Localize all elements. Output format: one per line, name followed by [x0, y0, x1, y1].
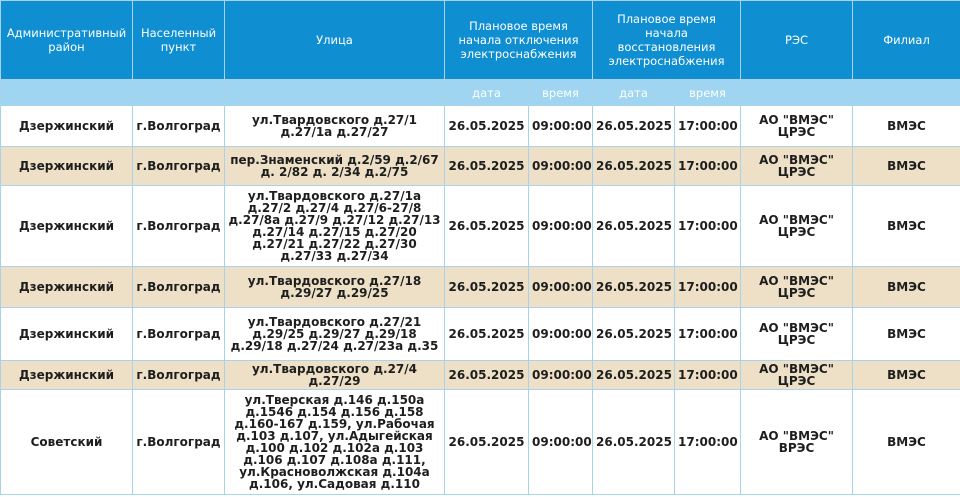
cell-branch: ВМЭС: [853, 147, 960, 186]
cell-branch: ВМЭС: [853, 308, 960, 361]
cell-on-time: 17:00:00: [675, 147, 741, 186]
cell-res: АО "ВМЭС" ЦРЭС: [741, 361, 853, 390]
table-row: [1, 186, 960, 267]
cell-on-date: 26.05.2025: [593, 186, 675, 267]
table-row: [1, 106, 960, 147]
subheader-row: [1, 80, 960, 106]
cell-off-time: 09:00:00: [529, 308, 593, 361]
subheader-on-time: время: [675, 80, 741, 106]
cell-off-time: 09:00:00: [529, 390, 593, 495]
subheader-empty: [133, 80, 225, 106]
cell-locality: г.Волгоград: [133, 361, 225, 390]
cell-off-date: 26.05.2025: [445, 186, 529, 267]
cell-off-date: 26.05.2025: [445, 267, 529, 308]
cell-off-date: 26.05.2025: [445, 390, 529, 495]
cell-on-date: 26.05.2025: [593, 361, 675, 390]
cell-district: Дзержинский: [1, 361, 133, 390]
cell-on-time: 17:00:00: [675, 308, 741, 361]
subheader-off-time: время: [529, 80, 593, 106]
cell-off-date: 26.05.2025: [445, 361, 529, 390]
cell-branch: ВМЭС: [853, 390, 960, 495]
cell-street: ул.Твардовского д.27/21 д.29/25 д.29/27 д.29/18 д.29/18 д.27/24 д.27/23а д.35: [225, 308, 445, 361]
subheader-off-date: дата: [445, 80, 529, 106]
cell-branch: ВМЭС: [853, 361, 960, 390]
table-row: [1, 147, 960, 186]
cell-district: Дзержинский: [1, 186, 133, 267]
cell-res: АО "ВМЭС" ЦРЭС: [741, 186, 853, 267]
cell-off-time: 09:00:00: [529, 186, 593, 267]
cell-res: АО "ВМЭС" ВРЭС: [741, 390, 853, 495]
cell-street: ул.Твардовского д.27/4 д.27/29: [225, 361, 445, 390]
cell-on-date: 26.05.2025: [593, 267, 675, 308]
cell-on-date: 26.05.2025: [593, 390, 675, 495]
cell-off-time: 09:00:00: [529, 106, 593, 147]
header-district: Административный район: [1, 1, 133, 80]
cell-locality: г.Волгоград: [133, 390, 225, 495]
cell-district: Дзержинский: [1, 267, 133, 308]
subheader-empty: [741, 80, 853, 106]
cell-on-time: 17:00:00: [675, 106, 741, 147]
cell-on-date: 26.05.2025: [593, 106, 675, 147]
cell-on-time: 17:00:00: [675, 361, 741, 390]
cell-locality: г.Волгоград: [133, 106, 225, 147]
cell-res: АО "ВМЭС" ЦРЭС: [741, 308, 853, 361]
header-planned-on: Плановое время начала восстановления электроснабжения: [593, 1, 741, 80]
cell-off-date: 26.05.2025: [445, 308, 529, 361]
header-planned-off: Плановое время начала отключения электроснабжения: [445, 1, 593, 80]
cell-res: АО "ВМЭС" ЦРЭС: [741, 106, 853, 147]
cell-off-time: 09:00:00: [529, 267, 593, 308]
cell-district: Дзержинский: [1, 106, 133, 147]
cell-branch: ВМЭС: [853, 106, 960, 147]
cell-on-time: 17:00:00: [675, 267, 741, 308]
subheader-empty: [225, 80, 445, 106]
table-row: [1, 267, 960, 308]
header-res: РЭС: [741, 1, 853, 80]
table-row: [1, 361, 960, 390]
cell-street: ул.Твардовского д.27/18 д.29/27 д.29/25: [225, 267, 445, 308]
cell-branch: ВМЭС: [853, 267, 960, 308]
cell-off-time: 09:00:00: [529, 147, 593, 186]
cell-locality: г.Волгоград: [133, 308, 225, 361]
cell-street: пер.Знаменский д.2/59 д.2/67 д. 2/82 д. 2/34 д.2/75: [225, 147, 445, 186]
cell-off-date: 26.05.2025: [445, 106, 529, 147]
header-locality: Населенный пункт: [133, 1, 225, 80]
cell-on-date: 26.05.2025: [593, 147, 675, 186]
cell-district: Дзержинский: [1, 308, 133, 361]
subheader-on-date: дата: [593, 80, 675, 106]
header-row: [1, 1, 960, 80]
subheader-empty: [1, 80, 133, 106]
cell-on-time: 17:00:00: [675, 390, 741, 495]
cell-res: АО "ВМЭС" ЦРЭС: [741, 147, 853, 186]
header-branch: Филиал: [853, 1, 960, 80]
subheader-empty: [853, 80, 960, 106]
header-street: Улица: [225, 1, 445, 80]
cell-on-date: 26.05.2025: [593, 308, 675, 361]
cell-street: ул.Тверская д.146 д.150а д.1546 д.154 д.156 д.158 д.160-167 д.159, ул.Рабочая д.103 д.107, ул.Адыгейская д.100 д.102 д.102а д.103 д.106 д.107 д.108а д.111, ул.Красноволжская д.104а д.106, ул.Садовая д.110: [225, 390, 445, 495]
cell-off-date: 26.05.2025: [445, 147, 529, 186]
table-row: [1, 390, 960, 495]
cell-branch: ВМЭС: [853, 186, 960, 267]
cell-off-time: 09:00:00: [529, 361, 593, 390]
cell-street: ул.Твардовского д.27/1 д.27/1а д.27/27: [225, 106, 445, 147]
cell-street: ул.Твардовского д.27/1а д.27/2 д.27/4 д.27/6-27/8 д.27/8а д.27/9 д.27/12 д.27/13 д.27/14 д.27/15 д.27/20 д.27/21 д.27/22 д.27/30 д.27/33 д.27/34: [225, 186, 445, 267]
cell-res: АО "ВМЭС" ЦРЭС: [741, 267, 853, 308]
cell-locality: г.Волгоград: [133, 147, 225, 186]
cell-district: Дзержинский: [1, 147, 133, 186]
cell-on-time: 17:00:00: [675, 186, 741, 267]
cell-locality: г.Волгоград: [133, 186, 225, 267]
cell-locality: г.Волгоград: [133, 267, 225, 308]
cell-district: Советский: [1, 390, 133, 495]
table-row: [1, 308, 960, 361]
